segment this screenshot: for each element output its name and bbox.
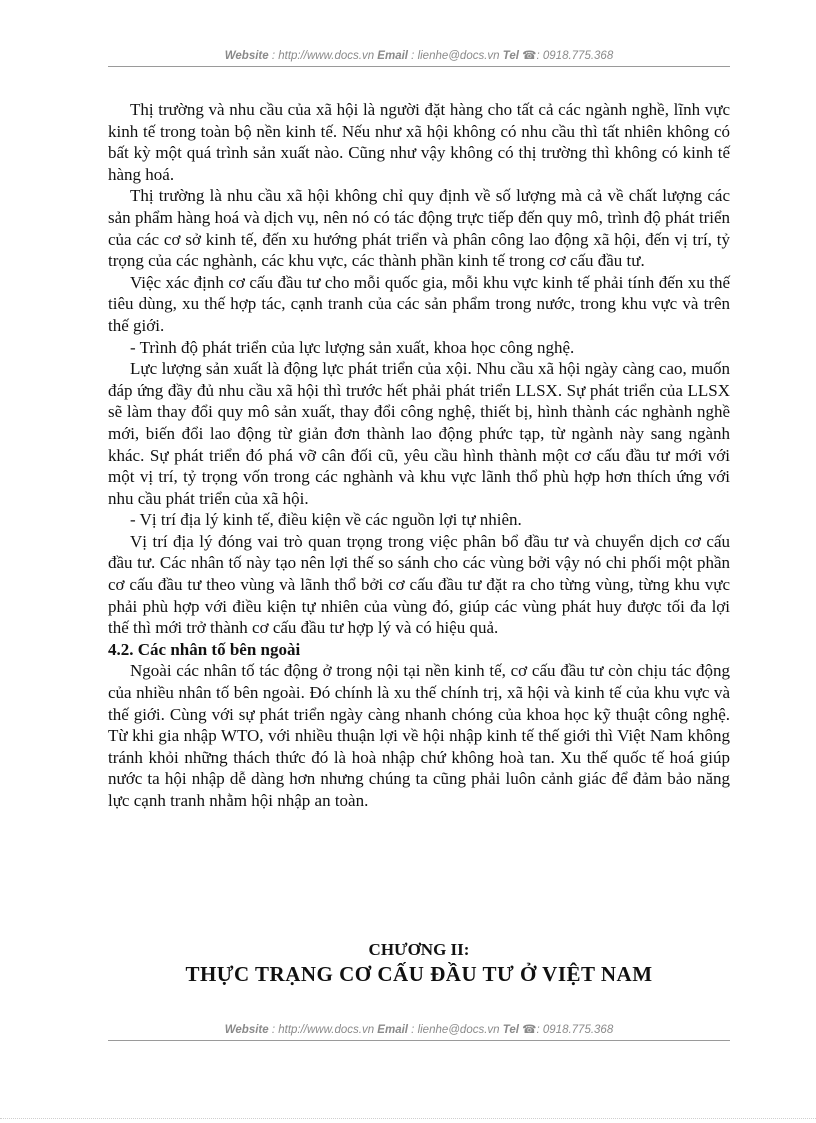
header-email-label: Email [377, 50, 408, 62]
paragraph-5: Lực lượng sản xuất là động lực phát triển của xội. Nhu cầu xã hội ngày càng cao, muốn đáp ứng đầy đủ nhu cầu xã hội thì trước hết phải phát triển LLSX. Sự phát triển của LLSX sẽ làm thay đổi quy mô sản xuất, thay đổi công nghệ, thiết bị, hình thành các nghành nghề mới, biến đổi lao động từ giản đơn thành lao động phức tạp, từ ngành này sang ngành khác. Sự phát triển đó phá vỡ cân đối cũ, yêu cầu hình thành một cơ cấu đầu tư mới với một vị trí, tỷ trọng vốn trong các nghành và khu vực lãnh thổ phù hợp hơn thích ứng với nhu cầu phát triển của xã hội. [108, 359, 730, 508]
header-divider [108, 66, 730, 67]
paragraph-3: Việc xác định cơ cấu đầu tư cho mỗi quốc gia, mỗi khu vực kinh tế phải tính đến xu thế tiêu dùng, xu thế hợp tác, cạnh tranh của các sản phẩm trong nước, trong khu vực và trên thế giới. [108, 272, 730, 335]
header-tel-label: Tel [502, 50, 519, 62]
chapter-number: CHƯƠNG II: [368, 940, 470, 959]
footer-tel-label: Tel [502, 1024, 519, 1036]
page-edge-divider [0, 1118, 816, 1119]
bullet-productive-forces: - Trình độ phát triển của lực lượng sản xuất, khoa học công nghệ. [130, 337, 575, 357]
paragraph-2: Thị trường là nhu cầu xã hội không chỉ quy định về số lượng mà cả về chất lượng các sản phẩm hàng hoá và dịch vụ, nên nó có tác động trực tiếp đến quy mô, trình độ phát triển của các cơ sở kinh tế, đến xu hướng phát triển và phân công lao động xã hội, đến vị trí, tỷ trọng của các nghành, các khu vực, các thành phần kinh tế trong cơ cấu đầu tư. [108, 186, 730, 271]
header-tel-value: ☎: 0918.775.368 [518, 50, 614, 62]
footer-email-link[interactable]: : lienhe@docs.vn [407, 1024, 503, 1036]
section-heading-4-2: 4.2. Các nhân tố bên ngoài [108, 639, 301, 659]
header-website-link[interactable]: : http://www.docs.vn [268, 50, 378, 62]
footer-website-link[interactable]: : http://www.docs.vn [268, 1024, 378, 1036]
page-header [108, 49, 730, 63]
footer-website-label: Website [224, 1024, 269, 1036]
footer-divider [108, 1040, 730, 1041]
footer-email-label: Email [377, 1024, 408, 1036]
bullet-geographic-location: - Vị trí địa lý kinh tế, điều kiện về các nguồn lợi tự nhiên. [130, 510, 522, 530]
paragraph-8: Ngoài các nhân tố tác động ở trong nội tại nền kinh tế, cơ cấu đầu tư còn chịu tác động của nhiều nhân tố bên ngoài. Đó chính là xu thế chính trị, xã hội và kinh tế của khu vực và thế giới. Cùng với sự phát triển ngày càng nhanh chóng của khoa học kỹ thuật công nghệ. Từ khi gia nhập WTO, với nhiều thuận lợi về hội nhập kinh tế thế giới thì Việt Nam không tránh khỏi những thách thức đó là hoà nhập chứ không hoà tan. Xu thế quốc tế hoá giúp nước ta hội nhập dễ dàng hơn nhưng chúng ta cũng phải luôn cảnh giác để đảm bảo năng lực cạnh tranh nhằm hội nhập an toàn. [108, 661, 730, 810]
paragraph-7: Vị trí địa lý đóng vai trò quan trọng trong việc phân bổ đầu tư và chuyển dịch cơ cấu đầu tư. Các nhân tố này tạo nên lợi thế so sánh cho các vùng bởi vậy nó chi phối một phần cơ cấu đầu tư theo vùng và lãnh thổ bởi cơ cấu đầu tư đặt ra cho từng vùng, từng khu vực phải phù hợp với điều kiện tự nhiên của vùng đó, giúp các vùng phát huy được tối đa lợi thế thì mới trở thành cơ cấu đầu tư hợp lý và có hiệu quả. [108, 531, 730, 638]
chapter-title: THỰC TRẠNG CƠ CẤU ĐẦU TƯ Ở VIỆT NAM [185, 962, 653, 986]
footer-tel-value: ☎: 0918.775.368 [518, 1024, 614, 1036]
page-footer [108, 1023, 730, 1037]
header-website-label: Website [224, 50, 269, 62]
document-body [108, 99, 730, 812]
paragraph-1: Thị trường và nhu cầu của xã hội là người đặt hàng cho tất cả các ngành nghề, lĩnh vực kinh tế trong toàn bộ nền kinh tế. Nếu như xã hội không có nhu cầu thì tất nhiên không có bất kỳ một quá trình sản xuất nào. Cũng như vậy không có thị trường thì không có kinh tế hàng hoá. [108, 100, 730, 184]
header-email-link[interactable]: : lienhe@docs.vn [407, 50, 503, 62]
